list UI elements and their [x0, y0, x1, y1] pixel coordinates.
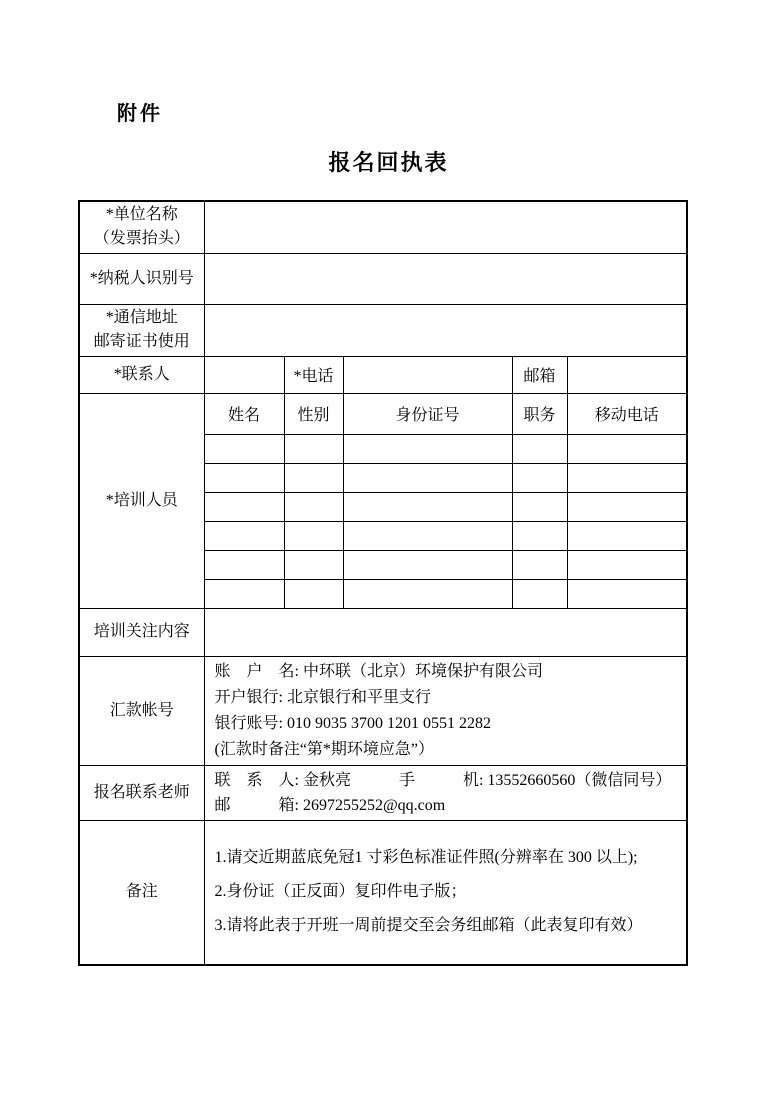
trainees-section	[79, 393, 687, 608]
trainee-gender-input-cell[interactable]	[284, 550, 343, 579]
teacher-contact-and-mobile: 联 系 人: 金秋亮 手 机: 13552660560（微信同号）	[214, 771, 672, 789]
trainee-id-number-input-cell[interactable]	[343, 579, 512, 608]
trainee-mobile-input-cell[interactable]	[567, 434, 687, 463]
column-header-id-number: 身份证号	[343, 393, 512, 434]
page-title: 报名回执表	[328, 150, 449, 175]
trainee-name-input-cell[interactable]	[204, 492, 284, 521]
remittance-bank: 开户银行: 北京银行和平里支行	[214, 688, 431, 706]
row-address	[79, 304, 687, 356]
trainee-id-number-input-cell[interactable]	[343, 550, 512, 579]
trainee-id-number-input-cell[interactable]	[343, 463, 512, 492]
phone-label: *电话	[284, 356, 343, 393]
tax-id-input-cell[interactable]	[204, 253, 687, 304]
trainee-position-input-cell[interactable]	[512, 550, 567, 579]
trainee-gender-input-cell[interactable]	[284, 579, 343, 608]
trainee-id-number-input-cell[interactable]	[343, 521, 512, 550]
trainee-name-input-cell[interactable]	[204, 521, 284, 550]
row-contact	[79, 356, 687, 393]
trainee-gender-input-cell[interactable]	[284, 492, 343, 521]
trainee-mobile-input-cell[interactable]	[567, 521, 687, 550]
trainee-position-input-cell[interactable]	[512, 463, 567, 492]
trainee-id-number-input-cell[interactable]	[343, 492, 512, 521]
trainee-position-input-cell[interactable]	[512, 521, 567, 550]
trainee-name-input-cell[interactable]	[204, 550, 284, 579]
attachment-label: 附件	[117, 103, 163, 125]
remittance-memo-note: (汇款时备注“第*期环境应急”）	[214, 740, 435, 758]
note-photo-requirement: 1.请交近期蓝底免冠1 寸彩色标准证件照(分辨率在 300 以上);	[214, 849, 638, 867]
trainee-gender-input-cell[interactable]	[284, 434, 343, 463]
trainee-position-input-cell[interactable]	[512, 434, 567, 463]
company-name-label: *单位名称 （发票抬头）	[79, 201, 204, 253]
address-input-cell[interactable]	[204, 304, 687, 356]
company-name-input-cell[interactable]	[204, 201, 687, 253]
training-focus-label: 培训关注内容	[79, 608, 204, 656]
column-header-mobile: 移动电话	[567, 393, 687, 434]
trainee-mobile-input-cell[interactable]	[567, 492, 687, 521]
teacher-email: 邮 箱: 2697255252@qq.com	[214, 796, 446, 814]
phone-input-cell[interactable]	[343, 356, 512, 393]
remittance-label: 汇款帐号	[79, 656, 204, 765]
address-label: *通信地址 邮寄证书使用	[79, 304, 204, 356]
registration-teacher-details	[204, 765, 687, 820]
registration-teacher-label: 报名联系老师	[79, 765, 204, 820]
trainee-gender-input-cell[interactable]	[284, 463, 343, 492]
trainee-name-input-cell[interactable]	[204, 463, 284, 492]
row-company-name	[79, 201, 687, 253]
trainee-name-input-cell[interactable]	[204, 434, 284, 463]
note-id-copy-requirement: 2.身份证（正反面）复印件电子版；	[214, 883, 467, 901]
tax-id-label: *纳税人识别号	[79, 253, 204, 304]
trainee-position-input-cell[interactable]	[512, 492, 567, 521]
notes-label: 备注	[79, 820, 204, 965]
row-tax-id	[79, 253, 687, 304]
column-header-position: 职务	[512, 393, 567, 434]
trainee-mobile-input-cell[interactable]	[567, 550, 687, 579]
row-training-focus	[79, 608, 687, 656]
registration-form-table	[78, 200, 688, 966]
remittance-details	[204, 656, 687, 765]
trainee-gender-input-cell[interactable]	[284, 521, 343, 550]
email-label: 邮箱	[512, 356, 567, 393]
trainee-mobile-input-cell[interactable]	[567, 579, 687, 608]
contact-person-label: *联系人	[79, 356, 204, 393]
row-notes	[79, 820, 687, 965]
row-remittance	[79, 656, 687, 765]
trainee-name-input-cell[interactable]	[204, 579, 284, 608]
trainee-id-number-input-cell[interactable]	[343, 434, 512, 463]
trainee-mobile-input-cell[interactable]	[567, 463, 687, 492]
column-header-gender: 性别	[284, 393, 343, 434]
training-focus-input-cell[interactable]	[204, 608, 687, 656]
email-input-cell[interactable]	[567, 356, 687, 393]
column-header-name: 姓名	[204, 393, 284, 434]
remittance-account-name: 账 户 名: 中环联（北京）环境保护有限公司	[214, 662, 543, 680]
trainee-position-input-cell[interactable]	[512, 579, 567, 608]
notes-details	[204, 820, 687, 965]
trainees-label: *培训人员	[79, 393, 204, 608]
trainees-header-row	[79, 393, 687, 434]
row-registration-teacher	[79, 765, 687, 820]
remittance-account-number: 银行账号: 010 9035 3700 1201 0551 2282	[214, 714, 491, 732]
note-submission-requirement: 3.请将此表于开班一周前提交至会务组邮箱（此表复印有效）	[214, 917, 643, 935]
contact-person-input-cell[interactable]	[204, 356, 284, 393]
